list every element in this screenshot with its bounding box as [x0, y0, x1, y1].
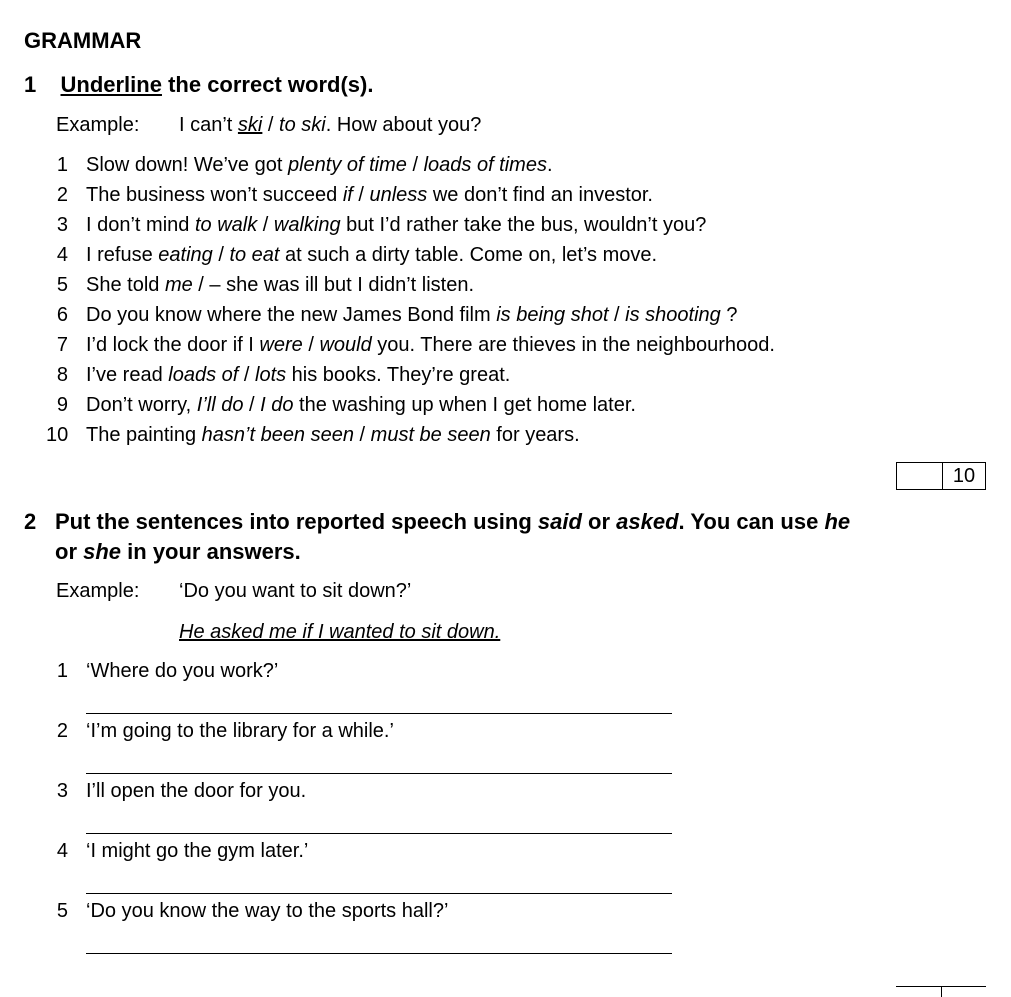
- example-option-2: to ski: [279, 114, 326, 136]
- task1-sentence: [86, 424, 580, 447]
- task1-sentence: [86, 184, 653, 207]
- separator: / –: [192, 274, 227, 296]
- item-number: 4: [56, 244, 68, 266]
- option-2: to eat: [229, 244, 280, 266]
- answer-line[interactable]: [86, 893, 672, 894]
- sentence-end: the washing up when I get home later.: [293, 394, 636, 416]
- option-2: lots: [255, 364, 287, 386]
- option-2: I do: [260, 394, 294, 416]
- separator: /: [243, 394, 261, 416]
- sentence-start: Slow down! We’ve got: [86, 154, 288, 176]
- task1-example-label: Example:: [56, 114, 140, 136]
- task1-instruction-underlined: Underline: [60, 72, 162, 97]
- sentence-end: .: [546, 154, 553, 176]
- item-number: 7: [56, 334, 68, 356]
- sentence-start: Do you know where the new James Bond film: [86, 304, 497, 326]
- task2-title-line2: [55, 539, 301, 565]
- separator: /: [353, 424, 371, 446]
- item-number: 4: [56, 840, 68, 862]
- example-option-1: ski: [237, 114, 263, 136]
- task1-sentence: [86, 364, 510, 387]
- separator: /: [257, 214, 274, 236]
- task2-title-line1: [55, 509, 850, 535]
- task2-example-answer: He asked me if I wanted to sit down.: [179, 621, 501, 643]
- task2-line1-b: . You can use: [678, 509, 825, 534]
- sentence-end: his books. They’re great.: [286, 364, 511, 386]
- option-1: eating: [158, 244, 213, 266]
- task2-sentence: ‘I’m going to the library for a while.’: [86, 720, 394, 742]
- option-2: must be seen: [370, 424, 491, 446]
- sentence-start: I’ve read: [86, 364, 169, 386]
- separator: /: [238, 364, 255, 386]
- sentence-end: at such a dirty table. Come on, let’s move.: [279, 244, 658, 266]
- item-number: 1: [56, 660, 68, 682]
- sentence-end: she was ill but I didn’t listen.: [226, 274, 475, 296]
- sentence-start: The painting: [86, 424, 202, 446]
- separator: /: [352, 184, 370, 206]
- sentence-end: for years.: [490, 424, 580, 446]
- sentence-end: but I’d rather take the bus, wouldn’t you?: [340, 214, 707, 236]
- task2-or: or: [581, 509, 617, 534]
- task1-sentence: [86, 304, 737, 327]
- answer-line[interactable]: [86, 713, 672, 714]
- answer-line[interactable]: [86, 953, 672, 954]
- option-1: loads of: [168, 364, 239, 386]
- sentence-start: I don’t mind: [86, 214, 195, 236]
- score-blank: [897, 463, 943, 489]
- task2-he: he: [824, 509, 851, 534]
- option-2: loads of times: [423, 154, 547, 176]
- sentence-start: She told: [86, 274, 165, 296]
- task1-number: 1: [24, 72, 37, 97]
- sentence-start: I’d lock the door if I: [86, 334, 260, 356]
- score-total: 10: [952, 465, 976, 487]
- task2-line2-b: in your answers.: [121, 539, 301, 564]
- sentence-end: you. There are thieves in the neighbourhood.: [371, 334, 775, 356]
- task1-sentence: [86, 214, 706, 237]
- example-pre: I can’t: [179, 114, 238, 136]
- task1-example-sentence: [179, 114, 481, 137]
- option-1: plenty of time: [287, 154, 407, 176]
- sentence-end: ?: [720, 304, 738, 326]
- task1-sentence: [86, 244, 657, 267]
- option-1: were: [259, 334, 303, 356]
- task1-sentence: [86, 334, 775, 357]
- sentence-end: we don’t find an investor.: [427, 184, 653, 206]
- option-1: if: [342, 184, 353, 206]
- score-box: [896, 462, 986, 490]
- task1-sentence: [86, 154, 553, 177]
- option-2: unless: [369, 184, 428, 206]
- sentence-start: I refuse: [86, 244, 159, 266]
- task2-sentence: ‘Do you know the way to the sports hall?’: [86, 900, 449, 922]
- item-number: 2: [56, 720, 68, 742]
- answer-line[interactable]: [86, 833, 672, 834]
- option-1: me: [164, 274, 193, 296]
- task2-she: she: [83, 539, 122, 564]
- task2-sentence: I’ll open the door for you.: [86, 780, 307, 802]
- item-number: 6: [56, 304, 68, 326]
- task2-asked: asked: [616, 509, 679, 534]
- task2-example-quote: ‘Do you want to sit down?’: [179, 580, 412, 602]
- task1-sentence: [86, 274, 474, 297]
- item-number: 5: [56, 900, 68, 922]
- option-2: would: [319, 334, 372, 356]
- example-post: . How about you?: [325, 114, 482, 136]
- option-1: is being shot: [496, 304, 609, 326]
- item-number: 3: [56, 214, 68, 236]
- task2-sentence: ‘Where do you work?’: [86, 660, 279, 682]
- item-number: 10: [46, 424, 69, 446]
- option-1: to walk: [194, 214, 258, 236]
- sentence-start: The business won’t succeed: [86, 184, 343, 206]
- item-number: 8: [56, 364, 68, 386]
- item-number: 3: [56, 780, 68, 802]
- page-heading: GRAMMAR: [24, 28, 142, 53]
- option-1: I’ll do: [196, 394, 244, 416]
- task1-instruction-rest: the correct word(s).: [161, 72, 374, 97]
- task2-line1-a: Put the sentences into reported speech using: [55, 509, 538, 534]
- task2-example-label: Example:: [56, 580, 140, 602]
- separator: /: [608, 304, 626, 326]
- task1-title: [24, 72, 373, 98]
- item-number: 2: [56, 184, 68, 206]
- separator: /: [212, 244, 230, 266]
- separator: /: [302, 334, 320, 356]
- option-2: walking: [273, 214, 341, 236]
- item-number: 1: [56, 154, 68, 176]
- item-number: 9: [56, 394, 68, 416]
- option-1: hasn’t been seen: [201, 424, 354, 446]
- task2-number: 2: [24, 509, 37, 534]
- task2-line2-or: or: [55, 539, 84, 564]
- answer-line[interactable]: [86, 773, 672, 774]
- item-number: 5: [56, 274, 68, 296]
- task1-sentence: [86, 394, 636, 417]
- task2-sentence: ‘I might go the gym later.’: [86, 840, 309, 862]
- example-separator: /: [262, 114, 280, 136]
- separator: /: [406, 154, 424, 176]
- option-2: is shooting: [625, 304, 721, 326]
- sentence-start: Don’t worry,: [86, 394, 197, 416]
- task2-said: said: [537, 509, 582, 534]
